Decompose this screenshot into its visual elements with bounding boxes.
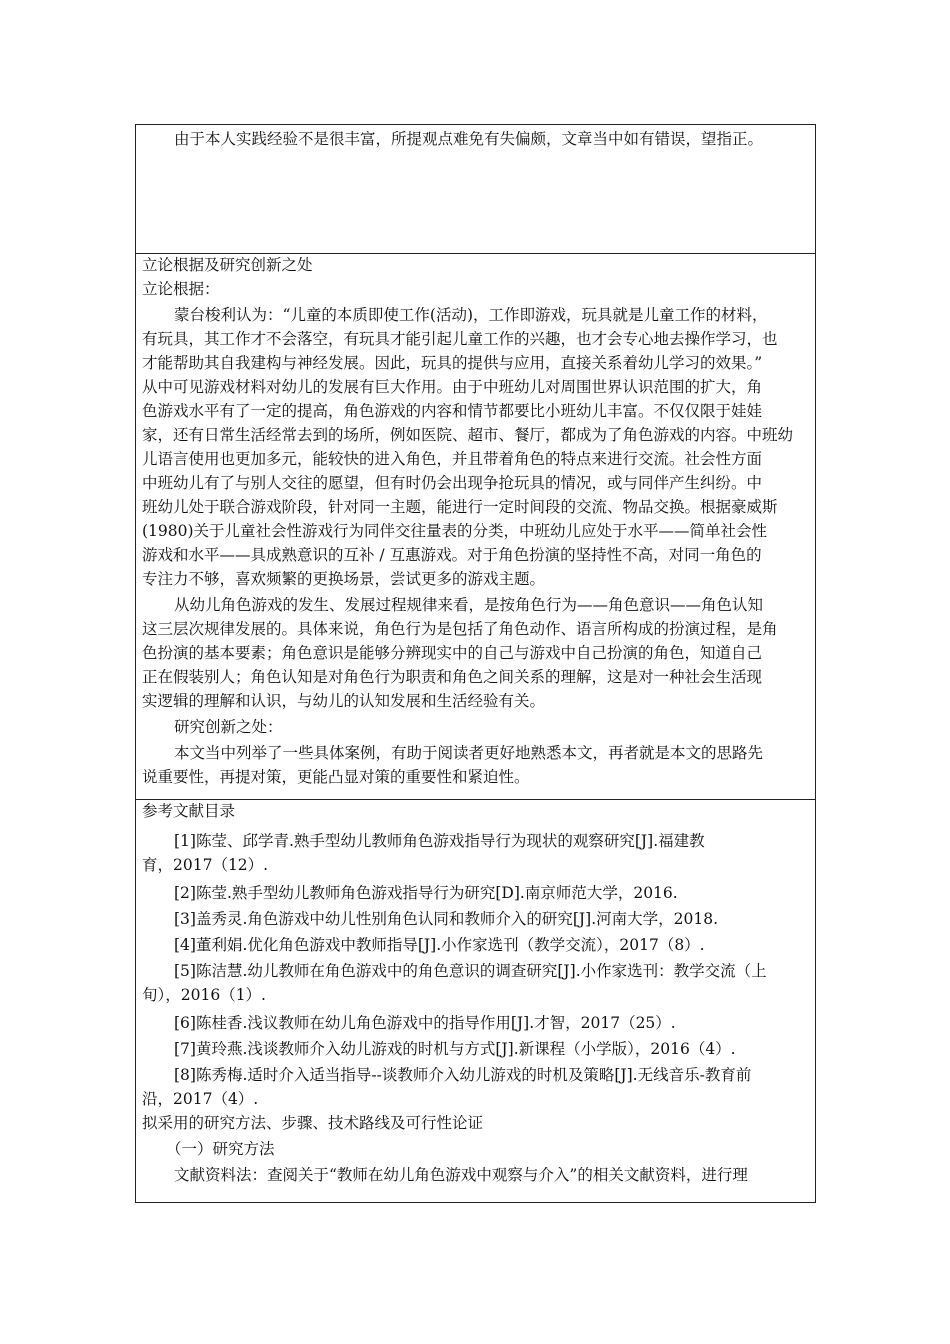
paragraph-line: 家，还有日常生活经常去到的场所，例如医院、超市、餐厅，都成为了角色游戏的内容。中班幼 — [142, 426, 794, 444]
reference-line: [2]陈莹.熟手型幼儿教师角色游戏指导行为研究[D].南京师范大学，2016. — [174, 884, 678, 902]
sub-heading-innovation: 研究创新之处： — [174, 718, 283, 736]
paragraph-line: 实逻辑的理解和认识，与幼儿的认知发展和生活经验有关。 — [142, 692, 546, 710]
reference-line: 育，2017（12）. — [142, 856, 269, 874]
reference-line: [8]陈秀梅.适时介入适当指导--谈教师介入幼儿游戏的时机及策略[J].无线音乐-教育前 — [174, 1066, 752, 1084]
reference-line: [7]黄玲燕.浅谈教师介入幼儿游戏的时机与方式[J].新课程（小学版），2016（4）. — [174, 1040, 736, 1058]
section-heading-methods: 拟采用的研究方法、步骤、技术路线及可行性论证 — [142, 1114, 484, 1132]
reference-line: [1]陈莹、邱学青.熟手型幼儿教师角色游戏指导行为现状的观察研究[J].福建教 — [174, 832, 705, 850]
paragraph-line: 游戏和水平——具成熟意识的互补 / 互惠游戏。对于角色扮演的坚持性不高，对同一角色的 — [142, 546, 762, 564]
reference-line: [4]董利娟.优化角色游戏中教师指导[J].小作家选刊（教学交流），2017（8）. — [174, 936, 705, 954]
paragraph-line: (1980)关于儿童社会性游戏行为同伴交往量表的分类，中班幼儿应处于水平——简单社会性 — [142, 522, 768, 540]
paragraph-line: 说重要性，再提对策，更能凸显对策的重要性和紧迫性。 — [142, 768, 530, 786]
paragraph-line: 色游戏水平有了一定的提高，角色游戏的内容和情节都要比小班幼儿丰富。不仅仅限于娃娃 — [142, 402, 763, 420]
sub-heading-methods: （一）研究方法 — [166, 1140, 275, 1158]
paragraph-line: 正在假装别人；角色认知是对角色行为职责和角色之间关系的理解，这是对一种社会生活现 — [142, 668, 763, 686]
paragraph-line: 本文当中列举了一些具体案例，有助于阅读者更好地熟悉本文，再者就是本文的思路先 — [174, 744, 764, 762]
reference-line: 沿，2017（4）. — [142, 1090, 259, 1108]
paragraph-line: 文献资料法：查阅关于“教师在幼儿角色游戏中观察与介入”的相关文献资料，进行理 — [174, 1166, 748, 1184]
paragraph-line: 中班幼儿有了与别人交往的愿望，但有时仍会出现争抢玩具的情况，或与同伴产生纠纷。中 — [142, 474, 763, 492]
paragraph-line: 才能帮助其自我建构与神经发展。因此，玩具的提供与应用，直接关系着幼儿学习的效果。” — [142, 354, 763, 372]
reference-line: [6]陈桂香.浅议教师在幼儿角色游戏中的指导作用[J].才智，2017（25）. — [174, 1014, 676, 1032]
proposal-form-table — [135, 124, 816, 1203]
section-heading-references: 参考文献目录 — [142, 802, 236, 820]
paragraph-line: 这三层次规律发展的。具体来说，角色行为是包括了角色动作、语言所构成的扮演过程，是角 — [142, 620, 778, 638]
paragraph-line: 班幼儿处于联合游戏阶段，针对同一主题，能进行一定时间段的交流、物品交换。根据豪威斯 — [142, 498, 778, 516]
reference-line: [3]盖秀灵.角色游戏中幼儿性别角色认同和教师介入的研究[J].河南大学，2018. — [174, 910, 718, 928]
row-divider-2 — [136, 799, 815, 800]
paragraph-line: 色扮演的基本要素；角色意识是能够分辨现实中的自己与游戏中自己扮演的角色，知道自己 — [142, 644, 763, 662]
paragraph-line: 儿语言使用也更加多元，能较快的进入角色，并且带着角色的特点来进行交流。社会性方面 — [142, 450, 763, 468]
section-heading-basis: 立论根据及研究创新之处 — [142, 256, 313, 274]
paragraph-line: 蒙台梭利认为：“儿童的本质即使工作(活动)，工作即游戏，玩具就是儿童工作的材料， — [174, 306, 768, 324]
closing-remark: 由于本人实践经验不是很丰富，所提观点难免有失偏颇，文章当中如有错误，望指正。 — [174, 130, 764, 148]
paragraph-line: 有玩具，其工作才不会落空，有玩具才能引起儿童工作的兴趣，也才会专心地去操作学习，也 — [142, 330, 778, 348]
reference-line: 旬），2016（1）. — [142, 986, 266, 1004]
paragraph-line: 从幼儿角色游戏的发生、发展过程规律来看，是按角色行为——角色意识——角色认知 — [174, 596, 764, 614]
paragraph-line: 专注力不够，喜欢频繁的更换场景，尝试更多的游戏主题。 — [142, 570, 546, 588]
sub-heading-basis: 立论根据： — [142, 280, 220, 298]
reference-line: [5]陈洁慧.幼儿教师在角色游戏中的角色意识的调查研究[J].小作家选刊：教学交流（上 — [174, 962, 767, 980]
paragraph-line: 从中可见游戏材料对幼儿的发展有巨大作用。由于中班幼儿对周围世界认识范围的扩大，角 — [142, 378, 763, 396]
